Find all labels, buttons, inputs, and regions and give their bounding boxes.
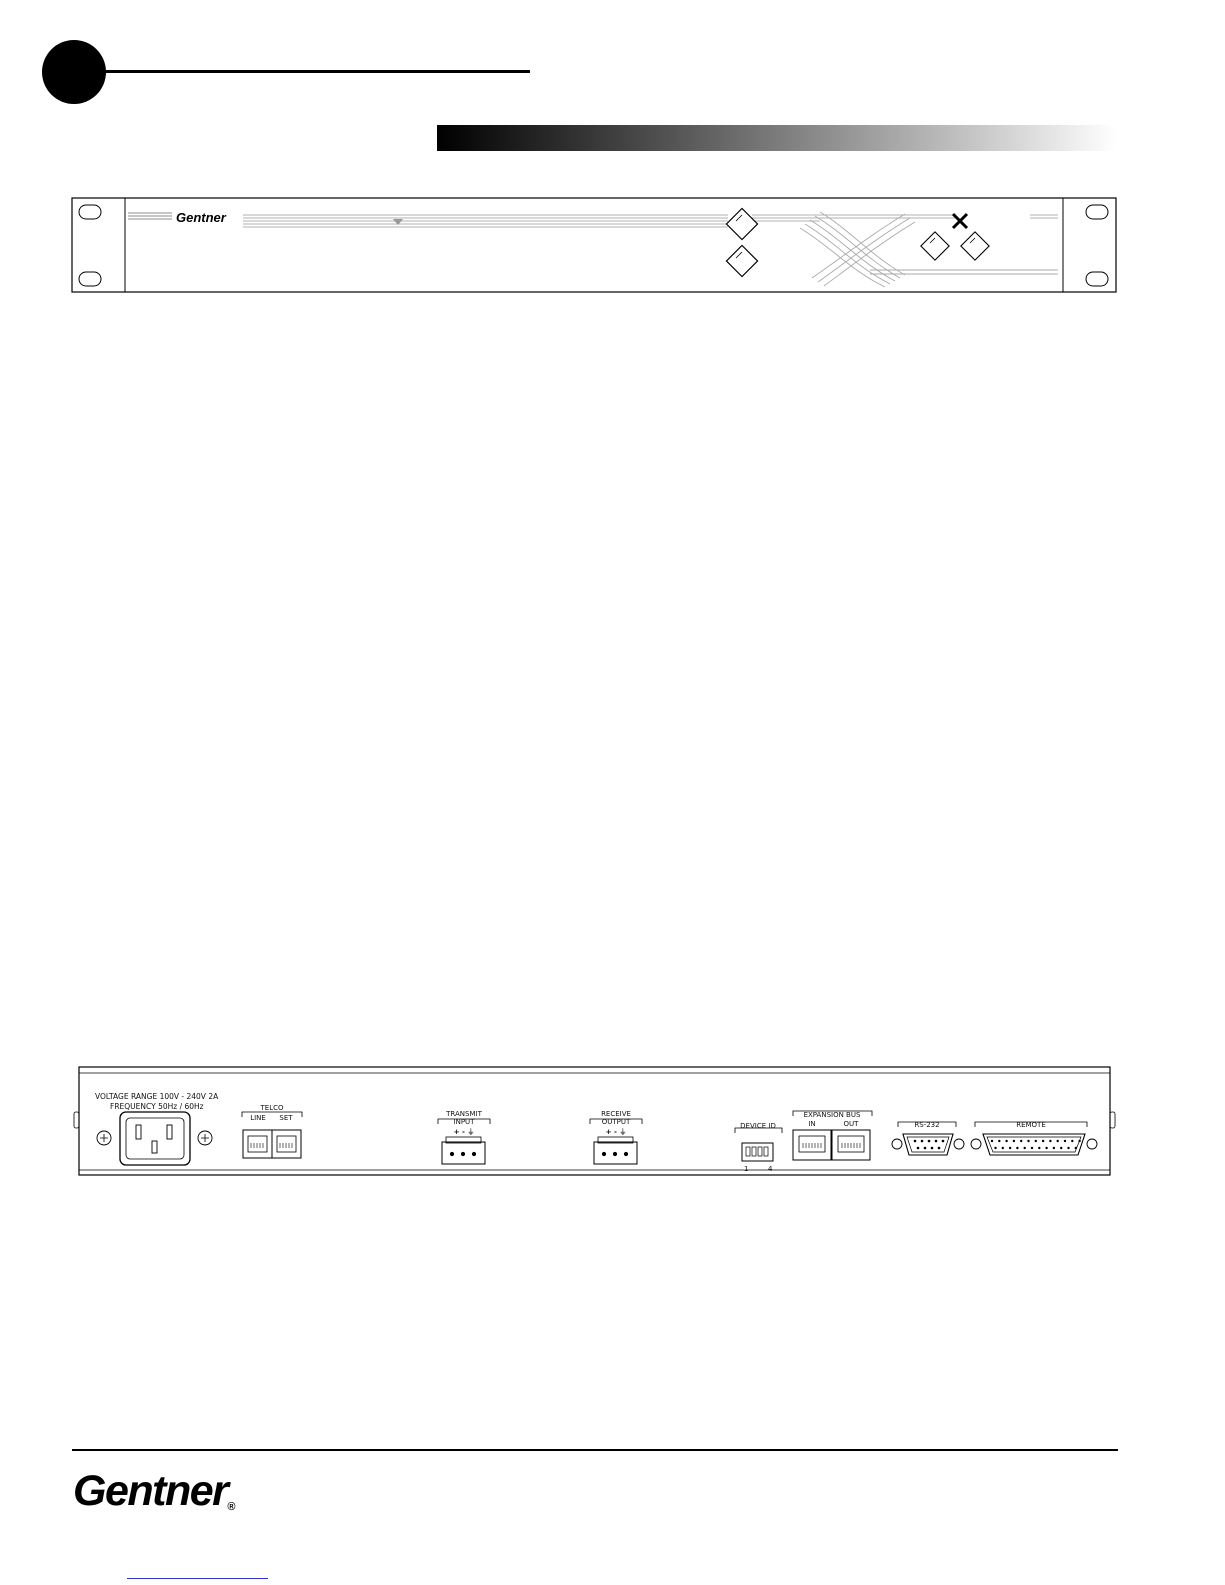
- db25-pin: [1045, 1147, 1047, 1149]
- voltage-label: VOLTAGE RANGE 100V - 240V 2A: [95, 1092, 219, 1101]
- receive-label: RECEIVE: [601, 1110, 631, 1118]
- db25-pin: [1067, 1147, 1069, 1149]
- expansion-in-label: IN: [808, 1120, 816, 1128]
- transmit-label: TRANSMIT: [446, 1110, 482, 1118]
- registered-mark: ®: [227, 1501, 236, 1513]
- rack-hole-icon: [1086, 205, 1108, 219]
- footer-link-underline[interactable]: [127, 1578, 268, 1579]
- telco-line-jack[interactable]: [243, 1130, 272, 1158]
- frequency-label: FREQUENCY 50Hz / 60Hz: [110, 1102, 204, 1111]
- remote-label: REMOTE: [1016, 1121, 1046, 1129]
- remote-db25-connector[interactable]: [971, 1134, 1097, 1155]
- db25-pin: [1031, 1147, 1033, 1149]
- db25-pin: [1027, 1140, 1029, 1142]
- db25-pin: [991, 1140, 993, 1142]
- expansion-out-jack[interactable]: [832, 1130, 870, 1160]
- device-id-first-label: 1: [744, 1165, 749, 1173]
- rs232-label: RS-232: [914, 1121, 940, 1129]
- rack-hole-icon: [1086, 272, 1108, 286]
- transmit-pins-label: + - ⏚: [453, 1128, 475, 1136]
- front-brand-logo: Gentner: [176, 210, 226, 225]
- db25-pin: [1057, 1140, 1059, 1142]
- footer-brand-text: Gentner: [73, 1467, 228, 1515]
- db25-pin: [1013, 1140, 1015, 1142]
- front-button[interactable]: [726, 245, 757, 276]
- rack-hole-icon: [79, 205, 101, 219]
- footer-brand-logo: [73, 1467, 236, 1515]
- front-panel: [72, 198, 1116, 292]
- db25-pin: [1078, 1140, 1080, 1142]
- rs232-db9-connector[interactable]: [892, 1134, 964, 1155]
- telco-line-label: LINE: [250, 1114, 266, 1122]
- db25-pin: [1035, 1140, 1037, 1142]
- db25-pin: [1005, 1140, 1007, 1142]
- db25-pin: [1009, 1147, 1011, 1149]
- db25-pin: [994, 1147, 996, 1149]
- device-id-last-label: 4: [768, 1165, 773, 1173]
- db25-pin: [1053, 1147, 1055, 1149]
- ac-power-inlet: [97, 1112, 212, 1165]
- rack-hole-icon: [79, 272, 101, 286]
- receive-output-label: OUTPUT: [601, 1118, 631, 1126]
- db25-pin: [1075, 1147, 1077, 1149]
- db25-pin: [1064, 1140, 1066, 1142]
- front-button[interactable]: [961, 232, 989, 260]
- db25-pin: [1042, 1140, 1044, 1142]
- rear-panel: [74, 1067, 1115, 1175]
- db25-pin: [1016, 1147, 1018, 1149]
- db25-pin: [998, 1140, 1000, 1142]
- telco-set-jack[interactable]: [272, 1130, 301, 1158]
- expansion-in-jack[interactable]: [793, 1130, 831, 1160]
- db25-pin: [1020, 1140, 1022, 1142]
- db25-pin: [1060, 1147, 1062, 1149]
- expansion-out-label: OUT: [843, 1120, 859, 1128]
- transmit-input-terminal[interactable]: [442, 1137, 485, 1164]
- front-button[interactable]: [726, 208, 757, 239]
- telco-set-label: SET: [279, 1114, 293, 1122]
- transmit-input-label: INPUT: [453, 1118, 475, 1126]
- expansion-bus-label: EXPANSION BUS: [803, 1111, 861, 1119]
- db25-pin: [1038, 1147, 1040, 1149]
- footer-rule: [72, 1449, 1118, 1451]
- device-id-label: DEVICE ID: [740, 1122, 776, 1130]
- x-logo-icon: [953, 214, 967, 228]
- telco-label: TELCO: [260, 1104, 284, 1112]
- db25-pin: [1049, 1140, 1051, 1142]
- receive-pins-label: + - ⏚: [605, 1128, 627, 1136]
- device-id-dip-switch[interactable]: [742, 1143, 773, 1161]
- front-button[interactable]: [921, 232, 949, 260]
- receive-output-terminal[interactable]: [594, 1137, 637, 1164]
- db25-pin: [1002, 1147, 1004, 1149]
- db25-pin: [1023, 1147, 1025, 1149]
- db25-pin: [1071, 1140, 1073, 1142]
